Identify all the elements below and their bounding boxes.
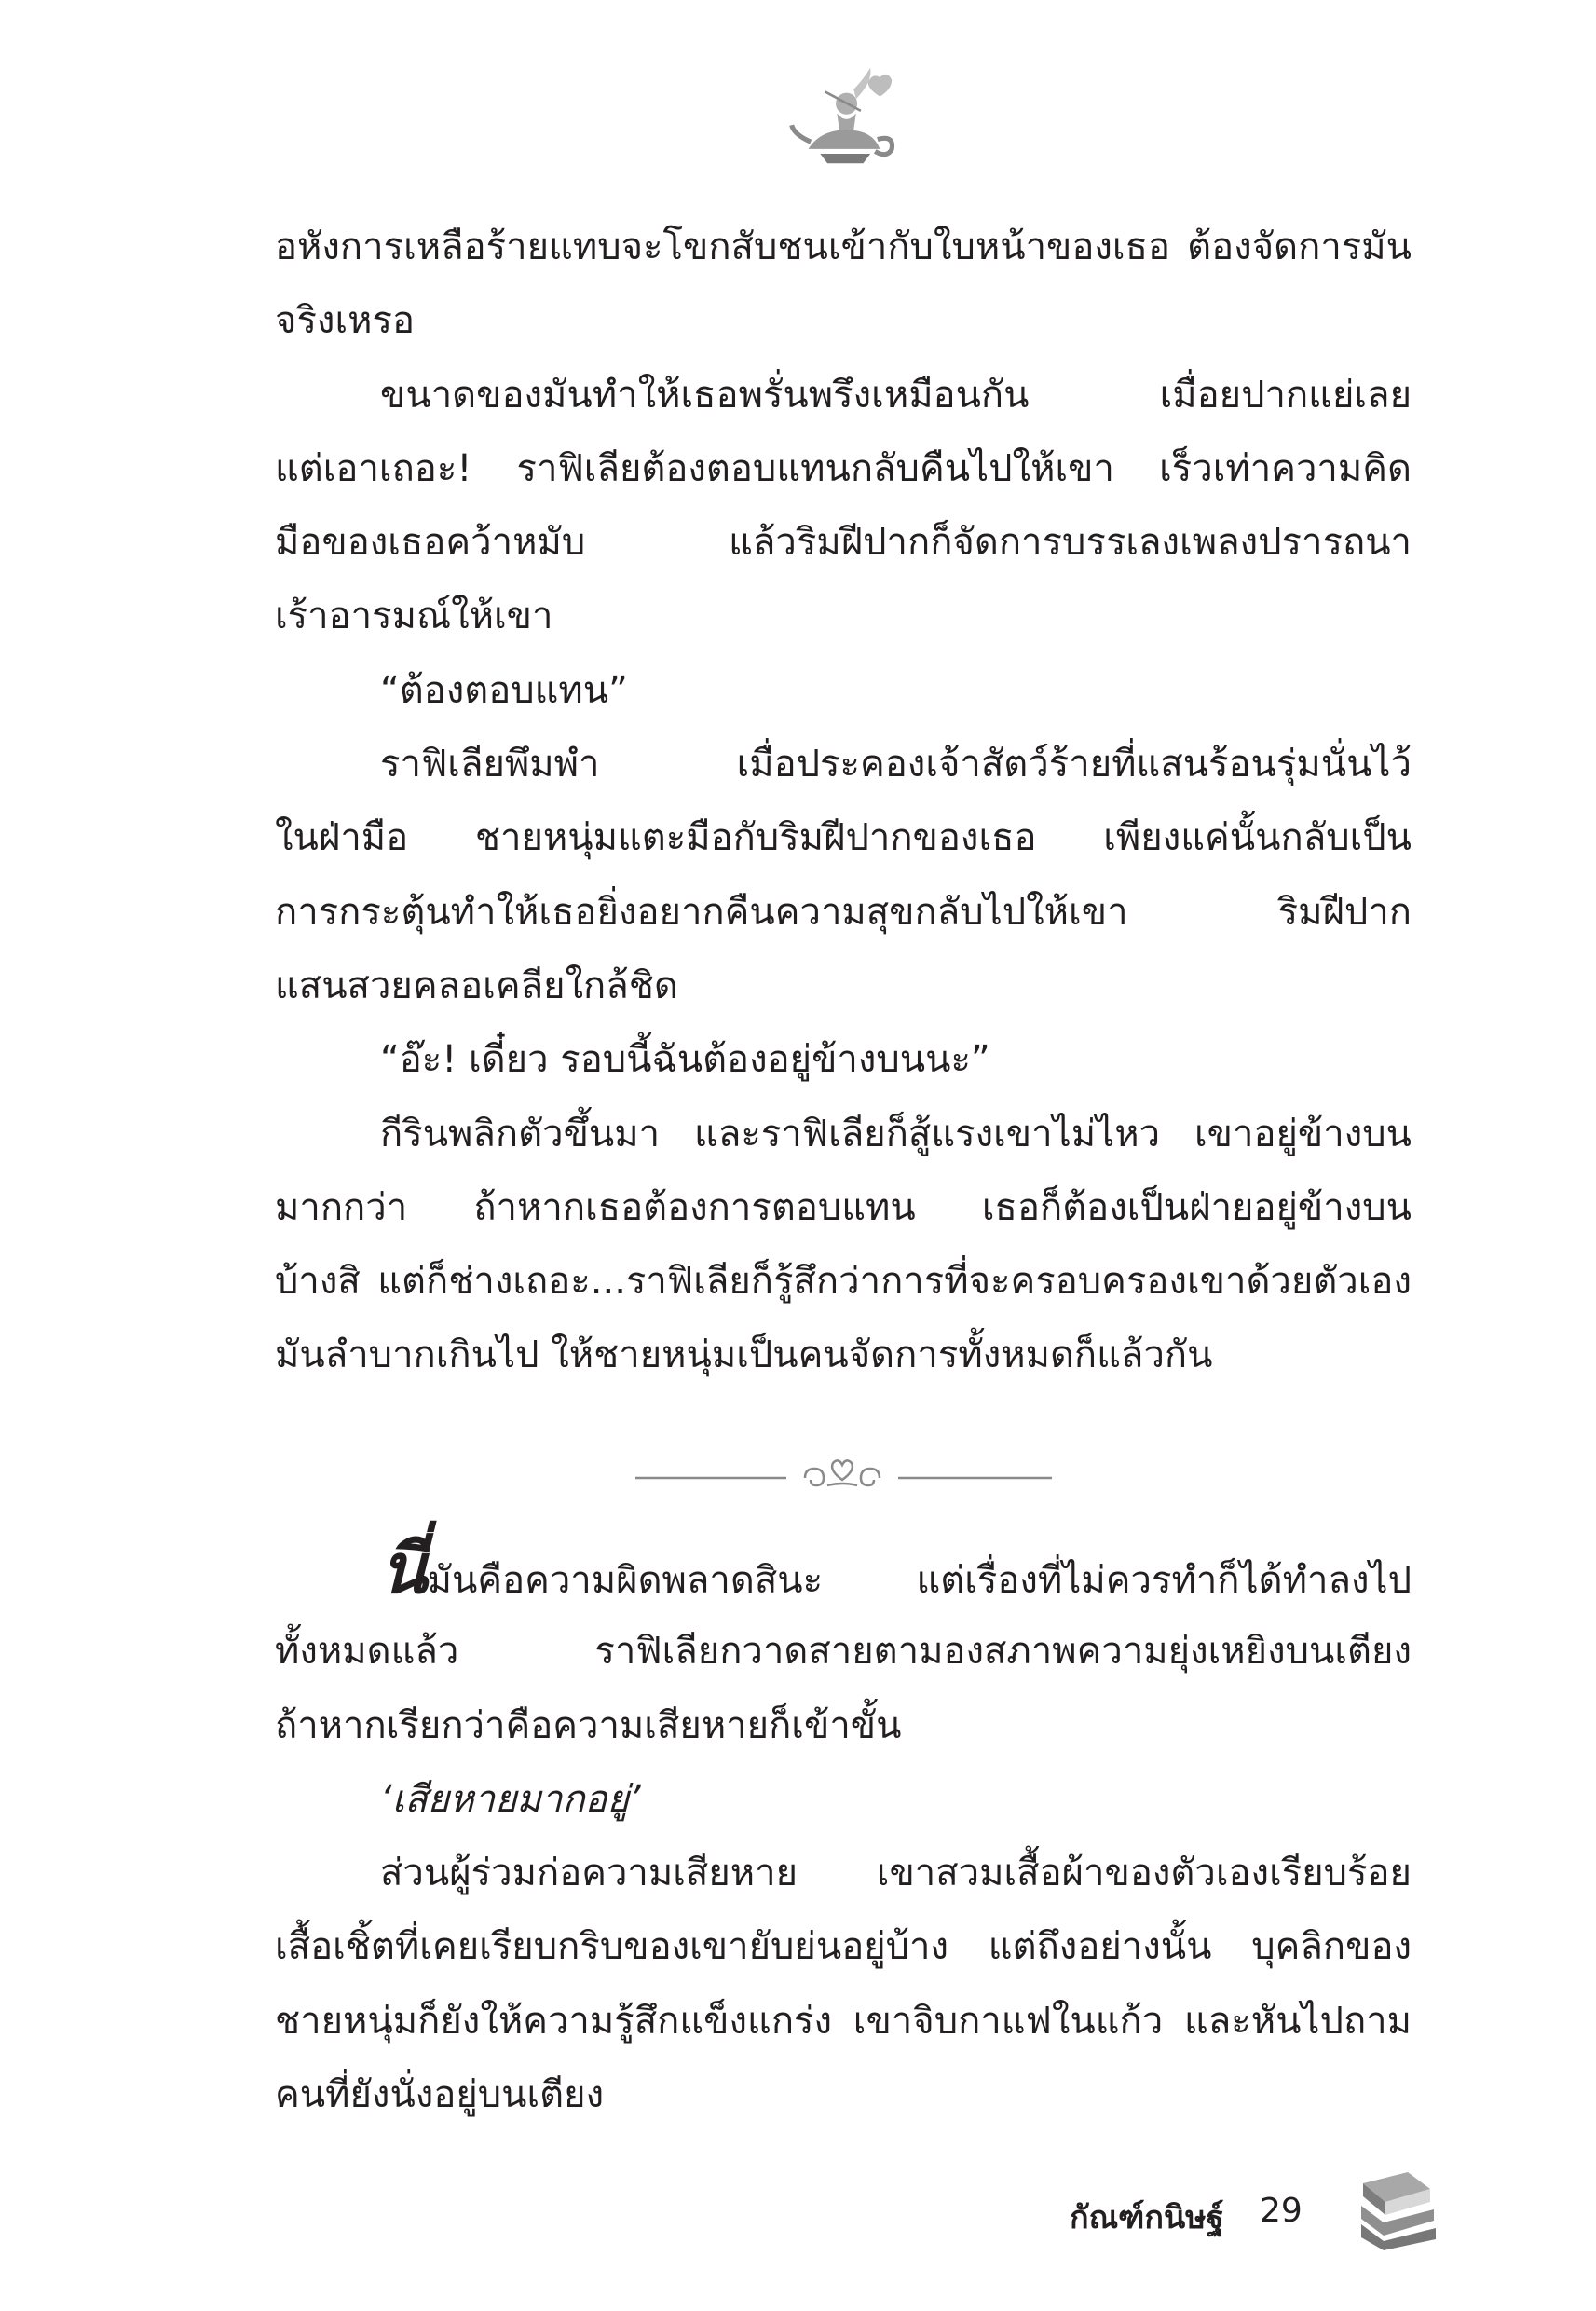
text-line: อหังการเหลือร้ายแทบจะโขกสับชนเข้ากับใบหน้าของเธอ ต้องจัดการมัน — [275, 226, 1412, 268]
text-line: ราฟิเลียพึมพำ เมื่อประคองเจ้าสัตว์ร้ายที่แสนร้อนรุ่มนั่นไว้ — [380, 743, 1412, 786]
text-line: มากกว่า ถ้าหากเธอต้องการตอบแทน เธอก็ต้องเป็นฝ่ายอยู่ข้างบน — [275, 1185, 1412, 1229]
first-line-text: มันคือความผิดพลาดสินะ แต่เรื่องที่ไม่ควรทำก็ได้ทำลงไป — [427, 1559, 1412, 1602]
text-line: ขนาดของมันทำให้เธอพรั่นพรึงเหมือนกัน เมื่อยปากแย่เลย — [380, 373, 1412, 417]
thought-line: ‘เสียหายมากอยู่’ — [380, 1777, 641, 1821]
text-line: กีรินพลิกตัวขึ้นมา และราฟิเลียก็สู้แรงเขาไม่ไหว เขาอยู่ข้างบน — [380, 1112, 1412, 1156]
text-line — [275, 1529, 1412, 1615]
footer-book-title: กัณฑ์กนิษฐ์ — [1070, 2199, 1224, 2236]
text-line: คนที่ยังนั่งอยู่บนเตียง — [275, 2073, 605, 2117]
text-line: ถ้าหากเรียกว่าคือความเสียหายก็เข้าขั้น — [275, 1703, 902, 1747]
dialogue-line: “ต้องตอบแทน” — [380, 668, 628, 712]
text-line: การกระตุ้นทำให้เธอยิ่งอยากคืนความสุขกลับไปให้เขา ริมฝีปาก — [275, 890, 1412, 934]
books-stack-icon — [1356, 2167, 1438, 2250]
text-line: มันลำบากเกินไป ให้ชายหนุ่มเป็นคนจัดการทั้งหมดก็แล้วกัน — [275, 1333, 1213, 1377]
page-number: 29 — [1260, 2192, 1303, 2230]
text-line: แสนสวยคลอเคลียใกล้ชิด — [275, 964, 678, 1007]
section-two-text — [275, 1529, 1412, 2132]
drop-cap: นี่ — [380, 1529, 428, 1609]
text-line: เสื้อเชิ้ตที่เคยเรียบกริบของเขายับย่นอยู่บ้าง แต่ถึงอย่างนั้น บุคลิกของ — [275, 1925, 1412, 1969]
text-line: เร้าอารมณ์ให้เขา — [275, 595, 553, 638]
text-line: บ้างสิ แต่ก็ช่างเถอะ...ราฟิเลียก็รู้สึกว่าการที่จะครอบครองเขาด้วยตัวเอง — [275, 1260, 1412, 1304]
text-line: มือของเธอคว้าหมับ แล้วริมฝีปากก็จัดการบรรเลงเพลงปรารถนา — [275, 521, 1412, 565]
teapot-cupid-logo-icon — [784, 56, 904, 175]
text-line: จริงเหรอ — [275, 299, 415, 343]
section-divider-ornament-icon — [635, 1454, 1052, 1500]
text-line: ทั้งหมดแล้ว ราฟิเลียกวาดสายตามองสภาพความยุ่งเหยิงบนเตียง — [275, 1630, 1412, 1674]
section-one-text — [275, 211, 1412, 1393]
text-line: แต่เอาเถอะ! ราฟิเลียต้องตอบแทนกลับคืนไปให้เขา เร็วเท่าความคิด — [275, 446, 1412, 490]
dialogue-line: “อ๊ะ! เดี๋ยว รอบนี้ฉันต้องอยู่ข้างบนนะ” — [380, 1038, 990, 1082]
text-line: ในฝ่ามือ ชายหนุ่มแตะมือกับริมฝีปากของเธอ เพียงแค่นั้นกลับเป็น — [275, 816, 1412, 860]
text-line: ชายหนุ่มก็ยังให้ความรู้สึกแข็งแกร่ง เขาจิบกาแฟในแก้ว และหันไปถาม — [275, 1999, 1412, 2043]
text-line: ส่วนผู้ร่วมก่อความเสียหาย เขาสวมเสื้อผ้าของตัวเองเรียบร้อย — [380, 1852, 1412, 1895]
